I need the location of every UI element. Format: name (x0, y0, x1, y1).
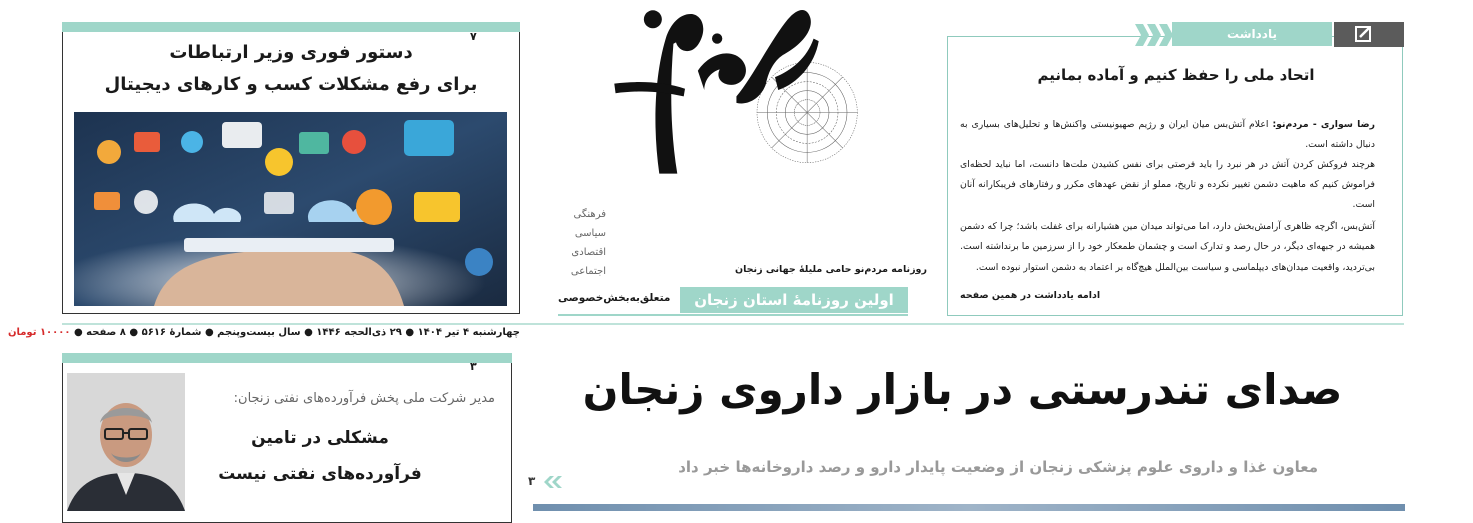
editorial-p1-text: اعلام آتش‌بس میان ایران و رژیم صهیونیستی واکنش‌ها و تحلیل‌های بسیاری به دنبال داشته است. (960, 119, 1375, 150)
editorial-continued-link[interactable]: ادامه یادداشت در همین صفحه (960, 290, 1101, 301)
main-page-ref[interactable] (528, 474, 566, 488)
main-subhead: معاون غذا و داروی علوم پزشکی زنجان از وضعیت پایدار دارو و رصد داروخانه‌ها خبر داد (678, 458, 1318, 476)
top-left-title-line-1[interactable]: دستور فوری وزیر ارتباطات (169, 42, 413, 63)
masthead-banner: اولین روزنامهٔ استان زنجان (680, 287, 908, 313)
top-left-title-line-2[interactable]: برای رفع مشکلات کسب و کارهای دیجیتال (104, 74, 478, 95)
editorial-paragraph-2: هرچند فروکش کردن آتش در هر نبرد را باید فرصتی برای نفس کشیدن ملت‌ها دانست، اما نباید لحظه‌ای فراموش کنیم که ماهیت دشمن تغییر نکرده و تاریخ، مملو از نقض عهدهای مکرر و رفتارهای فریبکارانه آنان است. (960, 159, 1375, 210)
bottom-left-box-header (62, 353, 512, 363)
dateline-price: ۱۰۰۰۰ تومان (7, 327, 71, 338)
bottom-left-title-line-1[interactable]: مشکلی در تامین (251, 428, 389, 448)
category-political: سیاسی (574, 228, 606, 239)
bottom-left-page-number[interactable]: ۳ (470, 360, 477, 373)
editorial-paragraph-4: بی‌تردید، واقعیت میدان‌های دیپلماسی و سیاست بین‌الملل هیچ‌گاه بر اعتماد به دشمن استوار نبوده است. (975, 262, 1375, 273)
bottom-left-title-line-2[interactable]: فرآورده‌های نفتی نیست (218, 464, 422, 484)
top-left-box-header (62, 22, 520, 32)
category-social: اجتماعی (570, 266, 606, 277)
main-headline[interactable]: صدای تندرستی در بازار داروی زنجان (582, 365, 1343, 414)
masthead-categories (558, 205, 606, 281)
editorial-tab-label: یادداشت (1172, 22, 1332, 46)
page-ref-chevrons-icon (540, 476, 566, 488)
masthead-private-sector: متعلق‌به‌بخش‌خصوصی (558, 292, 671, 304)
masthead-license: روزنامه مردم‌نو حامی ملیلهٔ جهانی زنجان (735, 264, 927, 275)
category-economic: اقتصادی (571, 247, 606, 258)
editorial-author: رضا سواری - مردم‌نو: (1272, 119, 1375, 130)
date-divider (62, 323, 1404, 325)
edit-note-icon (1334, 22, 1404, 47)
masthead-logo (550, 0, 910, 180)
dateline-text: چهارشنبه ۴ تیر ۱۴۰۴ ● ۲۹ ذی‌الحجه ۱۴۴۶ ● سال بیست‌وپنجم ● شمارهٔ ۵۶۱۶ ● ۸ صفحه ● (73, 327, 520, 338)
editorial-paragraph-1 (960, 115, 1375, 155)
dateline (7, 327, 520, 338)
main-page-number: ۳ (528, 474, 536, 488)
category-cultural: فرهنگی (573, 209, 606, 220)
top-left-page-number[interactable]: ۷ (470, 30, 477, 43)
manager-portrait-photo[interactable] (67, 373, 185, 511)
main-photo-top-edge (533, 504, 1405, 511)
masthead-rule (558, 314, 908, 316)
bottom-left-kicker: مدیر شرکت ملی پخش فرآورده‌های نفتی زنجان: (233, 391, 495, 406)
digital-business-image[interactable] (74, 112, 507, 306)
editorial-title: اتحاد ملی را حفظ کنیم و آماده بمانیم (1037, 66, 1315, 84)
editorial-paragraph-3: آتش‌بس، اگرچه ظاهری آرامش‌بخش دارد، اما می‌تواند میدان مین هشیارانه برای غفلت باشد؛ چرا که دشمن همیشه در جبهه‌ای دیگر، در حال رصد و تدارک است و چشمان طمعکار خود را از سرزمین ما برنداشته است. (960, 221, 1375, 252)
